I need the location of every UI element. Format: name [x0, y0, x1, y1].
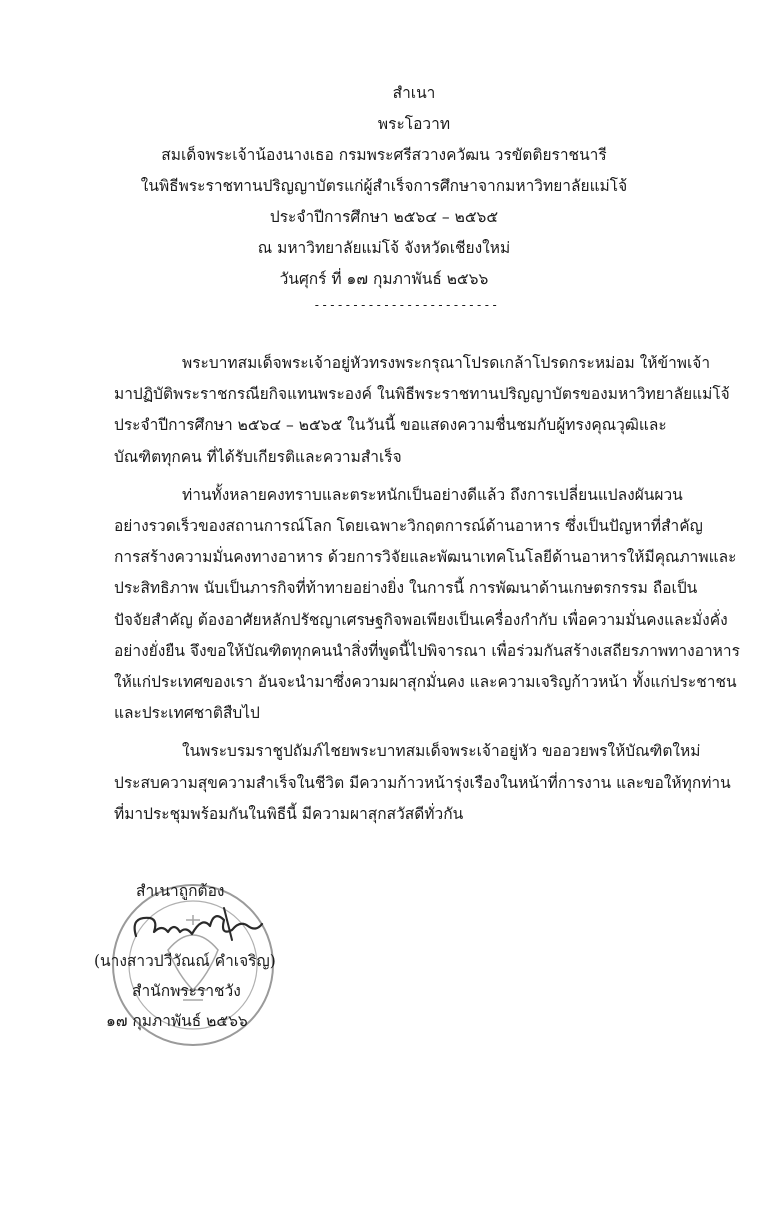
- paragraph-line: อย่างยั่งยืน จึงขอให้บัณฑิตทุกคนนำสิ่งที่พูดนี้ไปพิจารณา เพื่อร่วมกันสร้างเสถียรภาพทางอาหาร: [114, 641, 740, 660]
- paragraph-line: ประสิทธิภาพ นับเป็นภารกิจที่ท้าทายอย่างยิ่ง ในการนี้ การพัฒนาด้านเกษตรกรรม ถือเป็น: [114, 579, 698, 598]
- paragraph-line: บัณฑิตทุกคน ที่ได้รับเกียรติและความสำเร็จ: [114, 447, 402, 466]
- paragraph-1: [114, 348, 730, 473]
- paragraph-line: มาปฏิบัติพระราชกรณียกิจแทนพระองค์ ในพิธีพระราชทานปริญญาบัตรของมหาวิทยาลัยแม่โจ้: [114, 385, 730, 404]
- paragraph-line: ท่านทั้งหลายคงทราบและตระหนักเป็นอย่างดีแล้ว ถึงการเปลี่ยนแปลงผันผวน: [182, 485, 683, 504]
- paragraph-line: ปัจจัยสำคัญ ต้องอาศัยหลักปรัชญาเศรษฐกิจพอเพียงเป็นเครื่องกำกับ เพื่อความมั่นคงและมั่งคั่ง: [114, 610, 728, 629]
- header-divider: ------------------------: [313, 298, 499, 312]
- paragraph-line: การสร้างความมั่นคงทางอาหาร ด้วยการวิจัยและพัฒนาเทคโนโลยีด้านอาหารให้มีคุณภาพและ: [114, 548, 737, 567]
- paragraph-line: อย่างรวดเร็วของสถานการณ์โลก โดยเฉพาะวิกฤตการณ์ด้านอาหาร ซึ่งเป็นปัญหาที่สำคัญ: [114, 517, 703, 536]
- speech-body: [114, 348, 740, 830]
- paragraph-line: ประจำปีการศึกษา ๒๕๖๔ – ๒๕๖๕ ในวันนี้ ขอแสดงความชื่นชมกับผู้ทรงคุณวุฒิและ: [114, 416, 667, 435]
- date-line: วันศุกร์ ที่ ๑๗ กุมภาพันธ์ ๒๕๖๖: [279, 270, 489, 288]
- paragraph-line: ให้แก่ประเทศของเรา อันจะนำมาซึ่งความผาสุกมั่นคง และความเจริญก้าวหน้า ทั้งแก่ประชาชน: [114, 673, 737, 692]
- venue-line: ณ มหาวิทยาลัยแม่โจ้ จังหวัดเชียงใหม่: [257, 239, 511, 257]
- issuing-office: สำนักพระราชวัง: [132, 982, 241, 1000]
- certification-block: [92, 876, 352, 1036]
- document-title: พระโอวาท: [377, 115, 451, 133]
- paragraph-3: [114, 736, 731, 830]
- copy-label: สำเนา: [392, 84, 436, 102]
- paragraph-line: พระบาทสมเด็จพระเจ้าอยู่หัวทรงพระกรุณาโปรดเกล้าโปรดกระหม่อม ให้ข้าพเจ้า: [182, 354, 711, 372]
- speaker-line: สมเด็จพระเจ้าน้องนางเธอ กรมพระศรีสวางควัฒน วรขัตติยราชนารี: [161, 146, 607, 164]
- paragraph-line: ที่มาประชุมพร้อมกันในพิธีนี้ มีความผาสุกสวัสดีทั่วกัน: [114, 804, 464, 823]
- academic-year-line: ประจำปีการศึกษา ๒๕๖๔ – ๒๕๖๕: [269, 208, 499, 226]
- paragraph-2: [114, 480, 740, 730]
- paragraph-line: ในพระบรมราชูปถัมภ์ไชยพระบาทสมเด็จพระเจ้าอยู่หัว ขออวยพรให้บัณฑิตใหม่: [182, 742, 701, 761]
- document-header: [0, 78, 768, 315]
- certified-copy-label: สำเนาถูกต้อง: [136, 882, 225, 900]
- certification-date: ๑๗ กุมภาพันธ์ ๒๕๖๖: [106, 1012, 248, 1030]
- paragraph-line: ประสบความสุขความสำเร็จในชีวิต มีความก้าวหน้ารุ่งเรืองในหน้าที่การงาน และขอให้ทุกท่าน: [114, 773, 731, 792]
- paragraph-line: และประเทศชาติสืบไป: [114, 704, 260, 723]
- occasion-line: ในพิธีพระราชทานปริญญาบัตรแก่ผู้สำเร็จการศึกษาจากมหาวิทยาลัยแม่โจ้: [140, 177, 628, 195]
- signer-name: (นางสาวปวีวัณณ์ คำเจริญ): [94, 952, 276, 970]
